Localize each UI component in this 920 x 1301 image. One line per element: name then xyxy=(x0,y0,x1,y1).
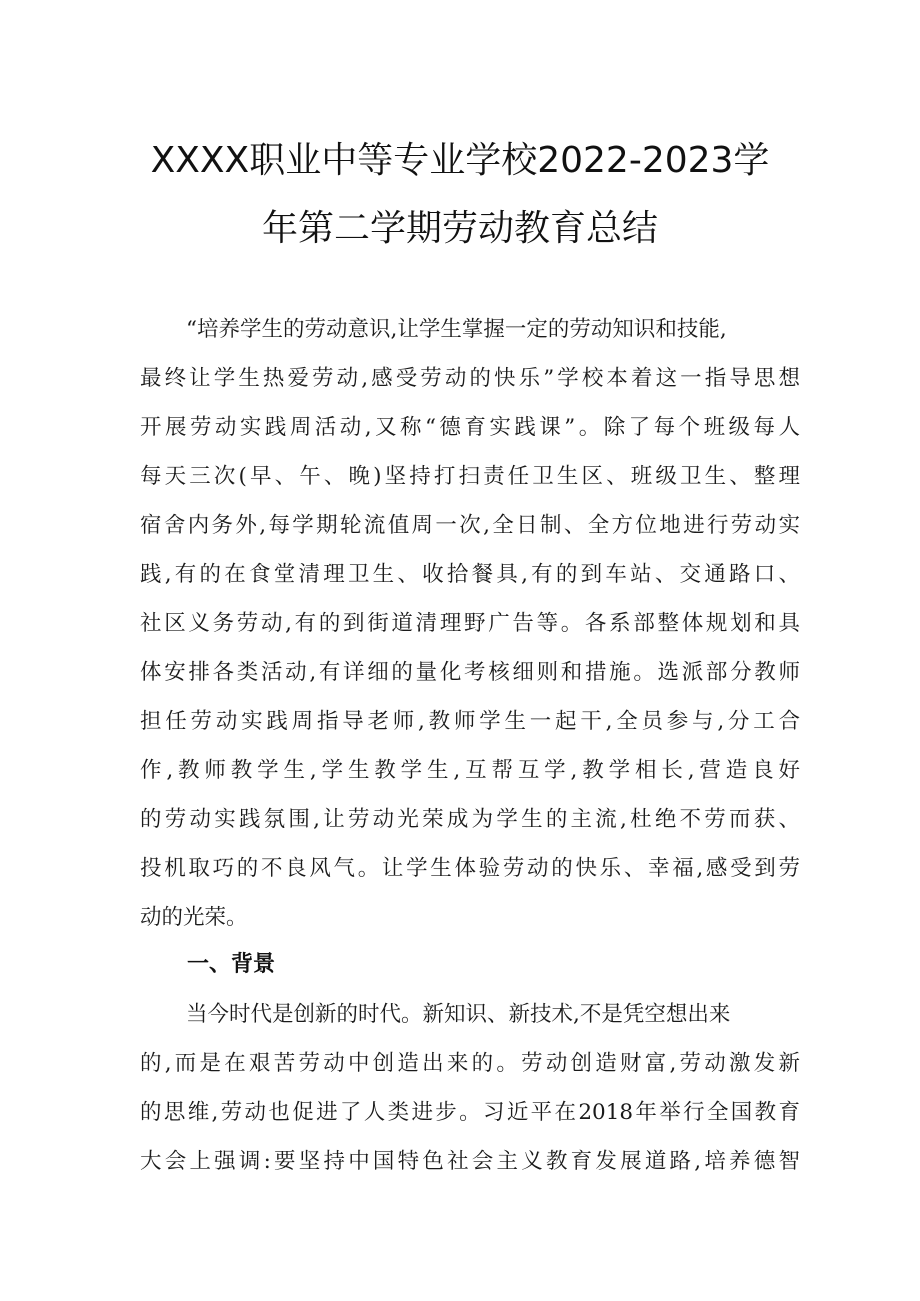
paragraph-1-line: 开展劳动实践周活动,又称“德育实践课”。除了每个班级每人 xyxy=(140,415,800,440)
section-1-line: 当今时代是创新的时代。新知识、新技术,不是凭空想出来 xyxy=(186,1002,731,1027)
paragraph-1-line: “培养学生的劳动意识,让学生掌握一定的劳动知识和技能, xyxy=(186,317,727,342)
section-1-line: 的,而是在艰苦劳动中创造出来的。劳动创造财富,劳动激发新 xyxy=(140,1051,800,1076)
section-heading-background: 一、背景 xyxy=(187,952,276,977)
paragraph-1-line: 担任劳动实践周指导老师,教师学生一起干,全员参与,分工合 xyxy=(140,709,800,734)
paragraph-1-line: 体安排各类活动,有详细的量化考核细则和措施。选派部分教师 xyxy=(140,660,800,685)
paragraph-1-line: 每天三次(早、午、晚)坚持打扫责任卫生区、班级卫生、整理 xyxy=(140,464,800,489)
document-title-line-1: XXXX职业中等专业学校2022-2023学 xyxy=(150,140,770,181)
paragraph-1-line: 宿舍内务外,每学期轮流值周一次,全日制、全方位地进行劳动实 xyxy=(140,513,800,538)
section-1-line: 大会上强调:要坚持中国特色社会主义教育发展道路,培养德智 xyxy=(140,1149,800,1174)
paragraph-1-line: 最终让学生热爱劳动,感受劳动的快乐”学校本着这一指导思想 xyxy=(140,366,800,391)
paragraph-1-line: 作,教师教学生,学生教学生,互帮互学,教学相长,营造良好 xyxy=(140,758,800,783)
section-1-line: 的思维,劳动也促进了人类进步。习近平在2018年举行全国教育 xyxy=(140,1100,800,1125)
document-title-line-2: 年第二学期劳动教育总结 xyxy=(261,208,658,249)
paragraph-1-line: 的劳动实践氛围,让劳动光荣成为学生的主流,杜绝不劳而获、 xyxy=(140,807,800,832)
paragraph-1-line: 投机取巧的不良风气。让学生体验劳动的快乐、幸福,感受到劳 xyxy=(140,856,800,881)
paragraph-1-line: 践,有的在食堂清理卫生、收拾餐具,有的到车站、交通路口、 xyxy=(140,562,800,587)
paragraph-1-line: 动的光荣。 xyxy=(140,905,248,930)
paragraph-1-line: 社区义务劳动,有的到街道清理野广告等。各系部整体规划和具 xyxy=(140,611,800,636)
